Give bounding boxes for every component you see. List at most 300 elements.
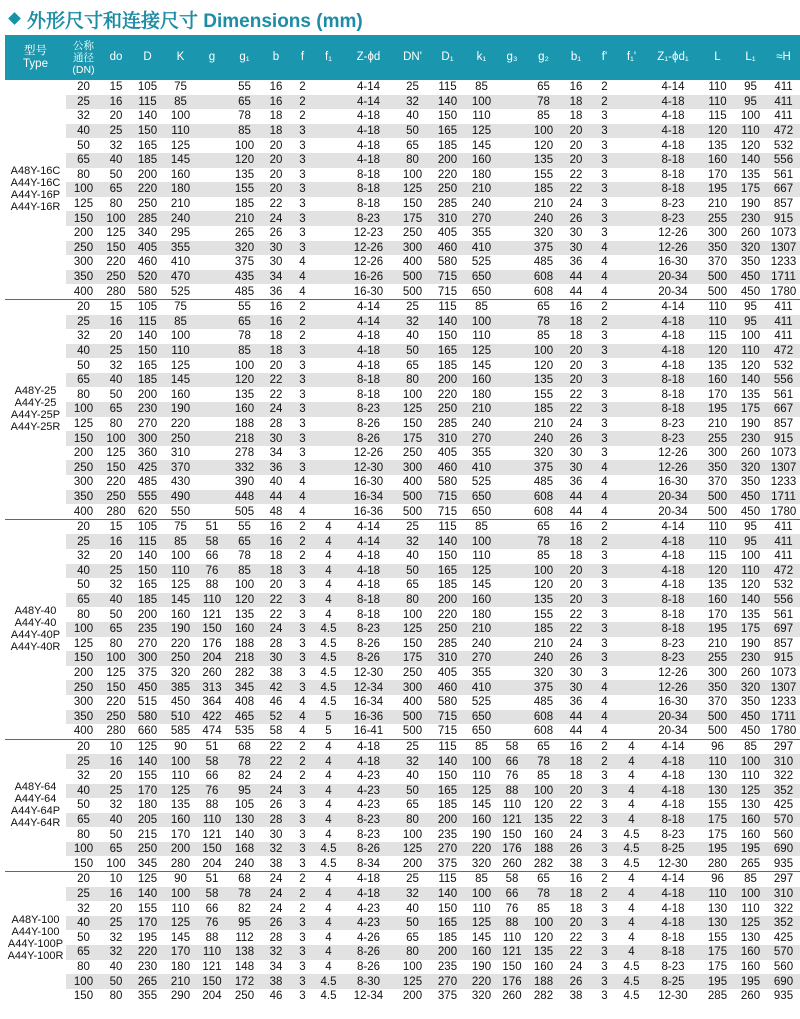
- table-row: [5, 197, 800, 212]
- table-cell: [197, 124, 227, 139]
- table-cell: 505: [227, 504, 262, 519]
- table-cell: 4-18: [645, 798, 701, 813]
- table-cell: 715: [430, 270, 465, 285]
- table-cell: 22: [561, 622, 591, 637]
- table-cell: 10: [101, 739, 131, 754]
- table-cell: 332: [227, 460, 262, 475]
- table-cell: 8-18: [342, 593, 395, 608]
- table-cell: 150: [131, 564, 164, 579]
- table-cell: 100: [395, 960, 430, 975]
- table-cell: 172: [227, 974, 262, 989]
- table-cell: 4: [618, 739, 645, 754]
- type-label: A44Y-16P: [10, 189, 61, 202]
- table-cell: 80: [101, 637, 131, 652]
- table-cell: 32: [66, 329, 101, 344]
- table-cell: 40: [101, 813, 131, 828]
- table-cell: 46: [262, 989, 290, 1004]
- table-cell: 135: [701, 138, 734, 153]
- table-cell: 12-34: [342, 680, 395, 695]
- table-cell: 320: [734, 460, 767, 475]
- table-cell: 52: [262, 710, 290, 725]
- table-cell: 205: [131, 813, 164, 828]
- table-cell: 140: [430, 95, 465, 110]
- table-cell: 125: [465, 784, 498, 799]
- table-cell: 121: [498, 813, 526, 828]
- table-row: [5, 622, 800, 637]
- table-cell: 12-30: [645, 989, 701, 1004]
- table-cell: 18: [561, 549, 591, 564]
- table-cell: 2: [290, 754, 315, 769]
- table-cell: 215: [131, 827, 164, 842]
- table-cell: 150: [66, 856, 101, 871]
- table-cell: 3: [591, 226, 618, 241]
- table-cell: 12-34: [342, 989, 395, 1004]
- table-cell: 30: [262, 241, 290, 256]
- table-cell: 80: [66, 960, 101, 975]
- table-cell: 1307: [767, 241, 800, 256]
- column-header-text: f: [300, 51, 305, 63]
- table-cell: 255: [701, 211, 734, 226]
- table-cell: 4.5: [618, 989, 645, 1004]
- table-cell: 120: [227, 373, 262, 388]
- table-cell: 110: [197, 813, 227, 828]
- table-cell: 4: [315, 578, 342, 593]
- table-cell: 3: [591, 813, 618, 828]
- table-cell: [498, 211, 526, 226]
- table-cell: 400: [395, 695, 430, 710]
- table-row: [5, 930, 800, 945]
- table-cell: 110: [734, 344, 767, 359]
- table-cell: [618, 284, 645, 299]
- table-cell: 4.5: [618, 842, 645, 857]
- table-row: [5, 680, 800, 695]
- table-cell: 34: [262, 270, 290, 285]
- table-cell: 4: [290, 255, 315, 270]
- table-cell: 411: [767, 519, 800, 534]
- table-cell: 176: [197, 637, 227, 652]
- table-cell: 450: [734, 490, 767, 505]
- table-row: [5, 593, 800, 608]
- table-cell: 4: [618, 916, 645, 931]
- table-cell: 18: [262, 549, 290, 564]
- table-cell: 65: [526, 739, 561, 754]
- table-cell: 400: [66, 504, 101, 519]
- table-cell: 4-18: [645, 315, 701, 330]
- table-cell: [498, 124, 526, 139]
- table-cell: 160: [701, 373, 734, 388]
- table-cell: 120: [701, 344, 734, 359]
- table-cell: 4-18: [342, 887, 395, 902]
- column-header-text: g₂: [538, 51, 549, 63]
- table-cell: 32: [395, 534, 430, 549]
- table-cell: 110: [164, 564, 197, 579]
- table-cell: 425: [767, 798, 800, 813]
- table-cell: [618, 593, 645, 608]
- table-cell: 4: [315, 827, 342, 842]
- table-cell: 30: [262, 827, 290, 842]
- table-cell: 3: [591, 124, 618, 139]
- table-cell: [498, 182, 526, 197]
- table-cell: 76: [197, 916, 227, 931]
- table-cell: 4-18: [342, 153, 395, 168]
- table-cell: 2: [290, 872, 315, 887]
- table-cell: 130: [734, 930, 767, 945]
- table-cell: 405: [430, 446, 465, 461]
- table-cell: 8-18: [645, 945, 701, 960]
- table-cell: 160: [164, 813, 197, 828]
- table-cell: [197, 255, 227, 270]
- table-cell: 40: [262, 475, 290, 490]
- table-cell: 3: [591, 842, 618, 857]
- table-cell: 1711: [767, 710, 800, 725]
- table-cell: 115: [131, 95, 164, 110]
- table-cell: 405: [430, 666, 465, 681]
- table-cell: 8-26: [342, 417, 395, 432]
- table-cell: 150: [430, 329, 465, 344]
- table-cell: 188: [526, 842, 561, 857]
- table-cell: 4-14: [645, 872, 701, 887]
- table-cell: 155: [701, 930, 734, 945]
- table-cell: 210: [526, 197, 561, 212]
- table-cell: [197, 197, 227, 212]
- table-cell: 175: [701, 945, 734, 960]
- table-cell: 3: [290, 827, 315, 842]
- table-cell: 310: [430, 651, 465, 666]
- table-cell: 51: [197, 519, 227, 534]
- table-cell: 85: [526, 769, 561, 784]
- table-cell: 300: [395, 241, 430, 256]
- table-cell: 282: [227, 666, 262, 681]
- table-cell: 26: [262, 226, 290, 241]
- table-cell: 500: [701, 270, 734, 285]
- table-cell: 4: [290, 710, 315, 725]
- table-cell: 2: [290, 549, 315, 564]
- table-cell: 310: [430, 431, 465, 446]
- table-cell: 8-18: [645, 182, 701, 197]
- table-cell: 570: [767, 813, 800, 828]
- table-cell: 150: [430, 769, 465, 784]
- table-cell: 65: [526, 299, 561, 314]
- table-cell: [197, 153, 227, 168]
- table-cell: 32: [101, 138, 131, 153]
- table-cell: 16: [561, 299, 591, 314]
- table-cell: 175: [734, 622, 767, 637]
- table-cell: 160: [526, 827, 561, 842]
- table-cell: 460: [430, 460, 465, 475]
- table-cell: 85: [227, 344, 262, 359]
- table-cell: 310: [767, 754, 800, 769]
- table-cell: 3: [591, 916, 618, 931]
- table-cell: 25: [66, 754, 101, 769]
- table-cell: 112: [227, 930, 262, 945]
- table-cell: 160: [465, 373, 498, 388]
- table-cell: 250: [66, 460, 101, 475]
- table-cell: 20: [66, 80, 101, 95]
- table-cell: 20: [561, 593, 591, 608]
- table-cell: [498, 695, 526, 710]
- column-header-text: Z₁-ϕd₁: [657, 51, 689, 63]
- table-cell: 32: [395, 754, 430, 769]
- table-cell: 68: [227, 739, 262, 754]
- column-header: [101, 35, 131, 80]
- table-cell: [197, 182, 227, 197]
- table-cell: 130: [701, 784, 734, 799]
- table-cell: 140: [131, 109, 164, 124]
- table-cell: 20: [561, 578, 591, 593]
- table-cell: 65: [66, 153, 101, 168]
- table-cell: 4-18: [645, 95, 701, 110]
- table-cell: 375: [526, 241, 561, 256]
- table-cell: 100: [101, 211, 131, 226]
- column-header: [591, 35, 618, 80]
- table-cell: 532: [767, 358, 800, 373]
- table-cell: 95: [227, 916, 262, 931]
- table-cell: 135: [526, 813, 561, 828]
- table-cell: [315, 373, 342, 388]
- table-cell: [618, 666, 645, 681]
- table-cell: 220: [131, 945, 164, 960]
- table-cell: 125: [131, 872, 164, 887]
- table-cell: [315, 460, 342, 475]
- table-cell: 4.5: [618, 827, 645, 842]
- table-cell: 190: [734, 417, 767, 432]
- table-cell: 125: [395, 622, 430, 637]
- table-cell: 270: [465, 211, 498, 226]
- table-row: [5, 710, 800, 725]
- table-cell: 650: [465, 504, 498, 519]
- table-cell: 16: [101, 315, 131, 330]
- table-cell: 195: [734, 842, 767, 857]
- table-cell: 44: [561, 284, 591, 299]
- table-cell: 95: [734, 299, 767, 314]
- table-cell: 857: [767, 637, 800, 652]
- table-cell: 4.5: [315, 842, 342, 857]
- table-cell: 12-26: [645, 446, 701, 461]
- table-cell: 4-14: [342, 95, 395, 110]
- table-cell: 65: [395, 930, 430, 945]
- table-cell: 48: [262, 504, 290, 519]
- table-cell: 210: [701, 637, 734, 652]
- table-row: [5, 872, 800, 887]
- table-cell: 95: [734, 519, 767, 534]
- column-header-text: 型号: [24, 44, 47, 57]
- table-cell: 532: [767, 578, 800, 593]
- table-cell: [618, 315, 645, 330]
- table-cell: 110: [197, 945, 227, 960]
- table-cell: 135: [734, 607, 767, 622]
- table-cell: 200: [66, 666, 101, 681]
- table-cell: 210: [227, 211, 262, 226]
- table-cell: 300: [131, 651, 164, 666]
- column-header-text: D: [143, 51, 152, 63]
- table-cell: 1233: [767, 475, 800, 490]
- table-cell: [498, 226, 526, 241]
- table-cell: 135: [227, 387, 262, 402]
- table-cell: 3: [591, 138, 618, 153]
- table-cell: 2: [290, 329, 315, 344]
- table-cell: [197, 95, 227, 110]
- table-cell: 15: [101, 80, 131, 95]
- table-cell: 185: [430, 578, 465, 593]
- table-cell: 15: [101, 299, 131, 314]
- table-cell: 210: [164, 974, 197, 989]
- table-cell: [498, 666, 526, 681]
- table-cell: 80: [66, 168, 101, 183]
- table-cell: 4-14: [342, 519, 395, 534]
- table-cell: 4-18: [645, 784, 701, 799]
- table-cell: 5: [315, 724, 342, 739]
- table-cell: 32: [262, 945, 290, 960]
- table-cell: 28: [262, 417, 290, 432]
- table-cell: 140: [430, 887, 465, 902]
- table-cell: 32: [66, 769, 101, 784]
- table-cell: 40: [66, 344, 101, 359]
- table-cell: 76: [498, 901, 526, 916]
- table-cell: 500: [701, 490, 734, 505]
- table-cell: 18: [262, 124, 290, 139]
- table-cell: 375: [526, 680, 561, 695]
- table-cell: 65: [526, 872, 561, 887]
- table-cell: [618, 241, 645, 256]
- table-cell: 204: [197, 856, 227, 871]
- table-cell: 285: [430, 197, 465, 212]
- table-cell: 105: [227, 798, 262, 813]
- table-cell: 500: [701, 504, 734, 519]
- table-cell: 4-18: [342, 754, 395, 769]
- table-cell: 608: [526, 724, 561, 739]
- table-cell: 200: [131, 168, 164, 183]
- table-cell: 3: [290, 387, 315, 402]
- table-cell: 160: [465, 813, 498, 828]
- table-cell: [197, 138, 227, 153]
- table-cell: 32: [262, 842, 290, 857]
- table-cell: [197, 270, 227, 285]
- table-cell: 12-30: [342, 460, 395, 475]
- table-cell: 38: [561, 856, 591, 871]
- table-cell: 25: [395, 739, 430, 754]
- table-cell: 46: [262, 695, 290, 710]
- table-cell: 130: [701, 769, 734, 784]
- table-cell: 40: [395, 549, 430, 564]
- table-cell: 175: [701, 960, 734, 975]
- table-cell: 2: [290, 534, 315, 549]
- table-cell: 16-36: [342, 710, 395, 725]
- table-cell: 715: [430, 504, 465, 519]
- table-cell: 3: [290, 622, 315, 637]
- table-cell: 300: [395, 680, 430, 695]
- table-cell: 110: [734, 901, 767, 916]
- table-cell: 20: [101, 901, 131, 916]
- table-cell: 260: [734, 989, 767, 1004]
- table-cell: 32: [66, 549, 101, 564]
- table-cell: 26: [561, 431, 591, 446]
- table-cell: 80: [66, 387, 101, 402]
- table-row: [5, 270, 800, 285]
- table-cell: 100: [526, 124, 561, 139]
- table-cell: 100: [227, 578, 262, 593]
- table-cell: 160: [164, 168, 197, 183]
- table-cell: 200: [430, 153, 465, 168]
- table-cell: 3: [591, 798, 618, 813]
- column-header: [701, 35, 734, 80]
- table-cell: 24: [561, 637, 591, 652]
- table-cell: 270: [430, 842, 465, 857]
- table-cell: 195: [701, 842, 734, 857]
- table-cell: 3: [290, 798, 315, 813]
- table-row: [5, 109, 800, 124]
- table-cell: 450: [734, 724, 767, 739]
- table-cell: 4: [591, 724, 618, 739]
- table-cell: 78: [526, 534, 561, 549]
- table-cell: [618, 431, 645, 446]
- table-cell: 85: [734, 872, 767, 887]
- table-cell: 115: [701, 109, 734, 124]
- table-cell: 240: [526, 651, 561, 666]
- table-cell: 285: [701, 989, 734, 1004]
- table-cell: 1307: [767, 680, 800, 695]
- table-cell: 550: [164, 504, 197, 519]
- table-cell: 16-30: [342, 475, 395, 490]
- table-cell: 190: [734, 637, 767, 652]
- table-cell: [618, 637, 645, 652]
- table-cell: [498, 284, 526, 299]
- table-cell: 935: [767, 989, 800, 1004]
- table-cell: 8-18: [645, 607, 701, 622]
- table-cell: 3: [290, 446, 315, 461]
- table-row: [5, 475, 800, 490]
- table-cell: [315, 153, 342, 168]
- table-cell: 220: [101, 695, 131, 710]
- table-cell: 350: [734, 695, 767, 710]
- table-cell: 150: [131, 124, 164, 139]
- table-cell: 608: [526, 710, 561, 725]
- table-row: [5, 241, 800, 256]
- table-cell: 667: [767, 402, 800, 417]
- table-cell: 400: [66, 724, 101, 739]
- table-cell: 220: [430, 168, 465, 183]
- table-cell: 121: [197, 607, 227, 622]
- table-cell: 320: [734, 241, 767, 256]
- table-cell: 255: [701, 651, 734, 666]
- table-cell: 24: [262, 402, 290, 417]
- table-cell: 2: [290, 315, 315, 330]
- table-cell: 138: [227, 945, 262, 960]
- table-cell: 360: [131, 446, 164, 461]
- table-cell: 100: [66, 974, 101, 989]
- table-cell: 4: [315, 593, 342, 608]
- table-cell: 20: [101, 109, 131, 124]
- table-cell: 255: [701, 431, 734, 446]
- table-cell: 110: [465, 901, 498, 916]
- table-cell: 135: [526, 153, 561, 168]
- table-cell: 22: [262, 387, 290, 402]
- table-cell: 12-30: [645, 856, 701, 871]
- type-cell: [5, 872, 66, 1004]
- table-cell: 105: [131, 299, 164, 314]
- table-cell: 190: [164, 622, 197, 637]
- table-cell: 525: [465, 255, 498, 270]
- column-header: [290, 35, 315, 80]
- table-cell: 3: [591, 109, 618, 124]
- table-cell: [197, 284, 227, 299]
- table-cell: 450: [734, 284, 767, 299]
- table-cell: 20: [262, 578, 290, 593]
- table-cell: 4-23: [342, 916, 395, 931]
- table-cell: 110: [465, 109, 498, 124]
- column-header: [561, 35, 591, 80]
- table-cell: 250: [66, 680, 101, 695]
- table-cell: 16: [561, 739, 591, 754]
